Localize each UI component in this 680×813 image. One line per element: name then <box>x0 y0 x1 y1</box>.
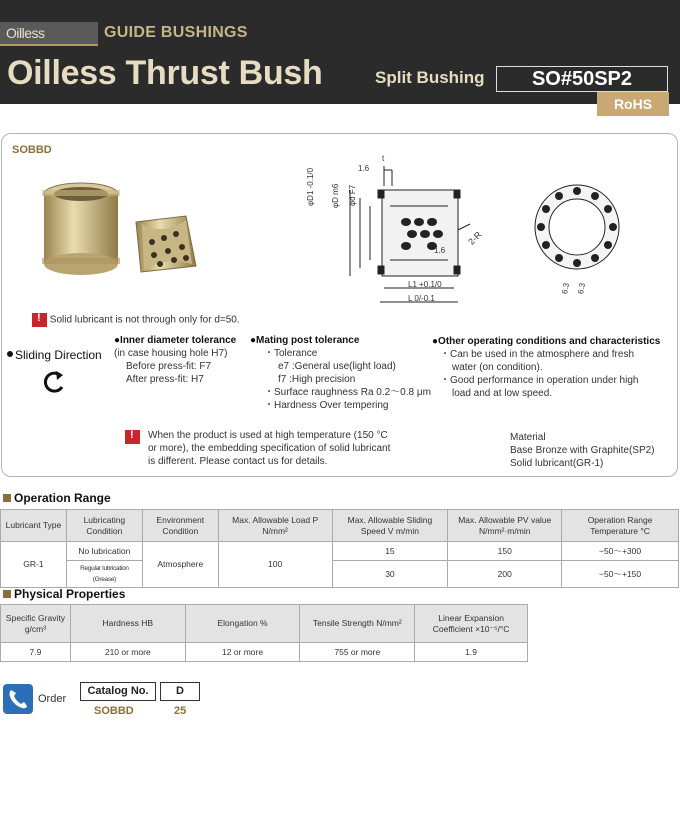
column-header: Max. Allowable PV value N/mm²·m/min <box>448 510 562 542</box>
temperature-note <box>148 429 390 468</box>
warning-icon <box>32 313 47 327</box>
rotate-arrow-icon <box>42 369 68 395</box>
column-header: Elongation % <box>185 605 300 643</box>
sliding-direction-text: Sliding Direction <box>15 348 102 362</box>
column-header: Specific Gravity g/cm³ <box>1 605 71 643</box>
order-label: Order <box>38 693 67 705</box>
column-header: Hardness HB <box>70 605 185 643</box>
tensile-cell: 755 or more <box>300 643 415 662</box>
other-line: ・Good performance in operation under high <box>440 375 639 386</box>
table-row <box>1 561 679 588</box>
speed-cell: 30 <box>332 561 448 588</box>
product-photo <box>36 180 206 280</box>
material-line: Base Bronze with Graphite(SP2) <box>510 445 655 456</box>
physical-properties-title: Physical Properties <box>3 587 125 601</box>
inner-tolerance-heading: Inner diameter tolerance <box>120 335 237 346</box>
warning-icon <box>125 430 140 444</box>
pv-cell: 150 <box>448 542 562 561</box>
d-value: 25 <box>174 705 187 717</box>
column-header: Max. Allowable Load P N/mm² <box>218 510 332 542</box>
product-title: Oilless Thrust Bush <box>7 54 323 92</box>
mating-tol-line: e7 :General use(light load) <box>278 361 396 372</box>
table-header-row <box>1 510 679 542</box>
temp-note-line: or more), the embedding specification of solid lubricant <box>148 443 391 454</box>
elongation-cell: 12 or more <box>185 643 300 662</box>
mating-tol-line: f7 :High precision <box>278 374 356 385</box>
column-header: Lubricating Condition <box>66 510 142 542</box>
column-header: Operation Range Temperature °C <box>562 510 679 542</box>
inner-tolerance-block: ●Inner diameter tolerance (in case housing hole H7) Before press-fit: F7 After press-fit: H7 <box>114 335 237 385</box>
temperature-cell: −50～+150 <box>562 561 679 588</box>
operation-range-table <box>0 509 679 588</box>
model-code: SO#50SP2 <box>496 66 668 92</box>
operation-range-title: Operation Range <box>3 491 111 505</box>
inner-tol-line: Before press-fit: F7 <box>126 361 212 372</box>
table-header-row <box>1 605 528 643</box>
temp-note-line: is different. Please contact us for details. <box>148 456 328 467</box>
product-code: SOBBD <box>12 144 52 156</box>
surface-mark-1: 1.6 <box>358 164 370 173</box>
lubricant-type-cell: GR-1 <box>1 542 67 588</box>
surface-mark-2: 1.6 <box>434 246 446 255</box>
brand-name: Oilless <box>6 25 45 41</box>
dim-d1: φD1 -0.1/0 <box>306 167 315 206</box>
other-line: load and at low speed. <box>452 388 553 399</box>
phone-order-icon <box>3 684 33 714</box>
spec-panel <box>1 133 678 477</box>
material-block <box>510 431 655 470</box>
table-row <box>1 542 679 561</box>
brand-underline <box>0 44 98 46</box>
temp-note-line: When the product is used at high temperature (150 °C <box>148 430 388 441</box>
column-header: Environment Condition <box>142 510 218 542</box>
column-header: Lubricant Type <box>1 510 67 542</box>
category-title: GUIDE BUSHINGS <box>104 24 248 41</box>
mating-tol-line: ・Tolerance <box>264 348 318 359</box>
other-conditions-heading: Other operating conditions and characteristics <box>438 336 661 347</box>
inner-tol-line: (in case housing hole H7) <box>114 348 228 359</box>
gravity-cell: 7.9 <box>1 643 71 662</box>
roughness-mark-2: 6.3 <box>576 282 587 295</box>
through-note <box>32 313 240 327</box>
other-conditions-block: ●Other operating conditions and characteristics ・Can be used in the atmosphere and fresh water (on condition). ・Good performance in operation under high load and at low speed. <box>432 336 661 399</box>
dim-df: φd F7 <box>348 184 357 206</box>
front-view-drawing <box>522 180 632 290</box>
catalog-no-value: SOBBD <box>94 705 134 717</box>
column-header: Tensile Strength N/mm² <box>300 605 415 643</box>
material-heading: Material <box>510 432 546 443</box>
through-note-text: Solid lubricant is not through only for d=50. <box>49 314 240 326</box>
mating-tol-line: ・Surface raughness Ra 0.2～0.8 μm <box>264 387 431 398</box>
rohs-badge: RoHS <box>597 92 669 116</box>
dim-d: φD m6 <box>331 183 340 208</box>
environment-cell: Atmosphere <box>142 542 218 588</box>
d-header: D <box>160 682 200 701</box>
catalog-no-header: Catalog No. <box>80 682 156 701</box>
material-line: Solid lubricant(GR-1) <box>510 458 604 469</box>
load-cell: 100 <box>218 542 332 588</box>
mating-tol-line: ・Hardness Over tempering <box>264 400 389 411</box>
sliding-direction-label <box>7 349 102 362</box>
mating-tolerance-block: ●Mating post tolerance ・Tolerance e7 :General use(light load) f7 :High precision ・Surface raughness Ra 0.2～0.8 μm ・Hardness Over tempering <box>250 335 431 411</box>
roughness-mark-1: 6.3 <box>560 282 571 295</box>
dim-l1: L1 +0.1/0 <box>408 280 442 289</box>
expansion-cell: 1.9 <box>415 643 528 662</box>
condition-cell: No lubrication <box>66 542 142 561</box>
table-row <box>1 643 528 662</box>
pv-cell: 200 <box>448 561 562 588</box>
speed-cell: 15 <box>332 542 448 561</box>
other-line: ・Can be used in the atmosphere and fresh <box>440 349 635 360</box>
condition-cell: Regular lubrication (Grease) <box>66 561 142 588</box>
side-view-drawing <box>320 156 480 316</box>
other-line: water (on condition). <box>452 362 543 373</box>
column-header: Linear Expansion Coefficient ×10⁻⁵/°C <box>415 605 528 643</box>
dim-l: L 0/-0.1 <box>408 294 435 303</box>
page-header <box>0 0 680 104</box>
column-header: Max. Allowable Sliding Speed V m/min <box>332 510 448 542</box>
radius-label: 2-R <box>466 229 484 247</box>
mating-tolerance-heading: Mating post tolerance <box>256 335 360 346</box>
inner-tol-line: After press-fit: H7 <box>126 374 204 385</box>
temperature-cell: −50～+300 <box>562 542 679 561</box>
physical-properties-table <box>0 604 528 662</box>
brand-logo <box>0 22 98 44</box>
hardness-cell: 210 or more <box>70 643 185 662</box>
product-subtitle: Split Bushing <box>375 68 485 87</box>
thickness-label: t <box>382 154 385 163</box>
